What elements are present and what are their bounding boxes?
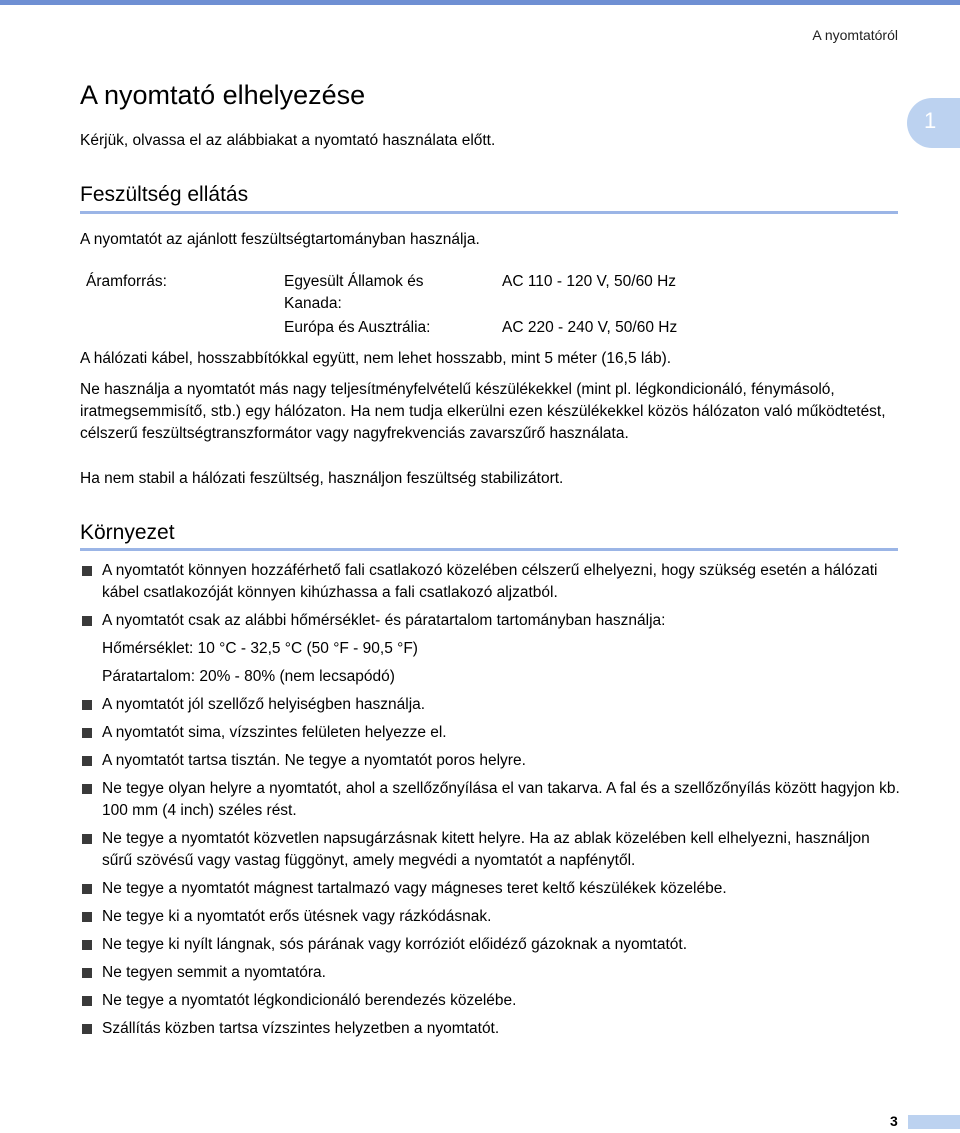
bullet-square-icon bbox=[82, 834, 92, 844]
bullet-square-icon bbox=[82, 996, 92, 1006]
intro-text: Kérjük, olvassa el az alábbiakat a nyomtató használata előtt. bbox=[80, 132, 496, 149]
bullet-square-icon bbox=[82, 1024, 92, 1034]
power-value-eu: AC 220 - 240 V, 50/60 Hz bbox=[502, 319, 678, 336]
list-item: A nyomtatót csak az alábbi hőmérséklet- és páratartalom tartományban használja: bbox=[80, 610, 900, 632]
list-item: A nyomtatót könnyen hozzáférhető fali csatlakozó közelében célszerű elhelyezni, hogy szükség esetén a hálózati kábel csatlakozóját könnyen kihúzhassa a fali csatlakozó aljzatból. bbox=[80, 560, 900, 604]
power-region-us-2: Kanada: bbox=[284, 295, 342, 312]
running-header: A nyomtatóról bbox=[812, 27, 898, 43]
bullet-square-icon bbox=[82, 728, 92, 738]
list-item: Ne tegye olyan helyre a nyomtatót, ahol a szellőzőnyílása el van takarva. A fal és a szellőzőnyílás között hagyjon kb. 100 mm (4 inch) széles rést. bbox=[80, 778, 900, 822]
cable-note: A hálózati kábel, hosszabbítókkal együtt, nem lehet hosszabb, mint 5 méter (16,5 láb). bbox=[80, 350, 672, 367]
humidity-range: Páratartalom: 20% - 80% (nem lecsapódó) bbox=[102, 668, 395, 685]
chapter-number: 1 bbox=[924, 108, 937, 133]
temperature-range: Hőmérséklet: 10 °C - 32,5 °C (50 °F - 90,5 °F) bbox=[102, 640, 418, 657]
stabilizer-note: Ha nem stabil a hálózati feszültség, használjon feszültség stabilizátort. bbox=[80, 470, 564, 487]
power-heading-rule bbox=[80, 211, 898, 214]
top-rule bbox=[0, 0, 960, 5]
page-number: 3 bbox=[890, 1113, 898, 1129]
list-item: Ne tegye a nyomtatót légkondicionáló berendezés közelébe. bbox=[80, 990, 900, 1012]
power-region-eu: Európa és Ausztrália: bbox=[284, 319, 431, 336]
bullet-square-icon bbox=[82, 968, 92, 978]
power-value-us: AC 110 - 120 V, 50/60 Hz bbox=[502, 273, 677, 290]
list-item: A nyomtatót jól szellőző helyiségben használja. bbox=[80, 694, 900, 716]
bullet-square-icon bbox=[82, 700, 92, 710]
list-item: Ne tegye a nyomtatót közvetlen napsugárzásnak kitett helyre. Ha az ablak közelében kell elhelyezni, használjon sűrű szövésű vagy vastag függönyt, amely megvédi a nyomtatót a napfénytől. bbox=[80, 828, 900, 872]
page-title: A nyomtató elhelyezése bbox=[80, 80, 366, 110]
bullet-square-icon bbox=[82, 756, 92, 766]
list-item: Ne tegyen semmit a nyomtatóra. bbox=[80, 962, 900, 984]
bullet-square-icon bbox=[82, 566, 92, 576]
environment-heading: Környezet bbox=[80, 521, 175, 544]
list-item: Ne tegye ki nyílt lángnak, sós párának vagy korróziót előidéző gázoknak a nyomtatót. bbox=[80, 934, 900, 956]
list-item: A nyomtatót tartsa tisztán. Ne tegye a nyomtatót poros helyre. bbox=[80, 750, 900, 772]
power-intro: A nyomtatót az ajánlott feszültségtartományban használja. bbox=[80, 231, 480, 248]
bullet-square-icon bbox=[82, 616, 92, 626]
power-warning: Ne használja a nyomtatót más nagy teljesítményfelvételű készülékekkel (mint pl. légkondicionáló, fénymásoló, iratmegsemmisítő, stb.) egy hálózaton. Ha nem tudja elkerülni ezen készülékekkel közös hálózaton való működtetést, célszerű feszültségtranszformátor vagy nagyfrekvenciás zavarszűrő használata. bbox=[80, 381, 886, 442]
list-item: Ne tegye ki a nyomtatót erős ütésnek vagy rázkódásnak. bbox=[80, 906, 900, 928]
power-region-us: Egyesült Államok és bbox=[284, 273, 424, 290]
list-item: A nyomtatót sima, vízszintes felületen helyezze el. bbox=[80, 722, 900, 744]
environment-list bbox=[80, 560, 900, 1040]
list-item: Szállítás közben tartsa vízszintes helyzetben a nyomtatót. bbox=[80, 1018, 900, 1040]
power-source-label: Áramforrás: bbox=[86, 273, 167, 290]
bullet-square-icon bbox=[82, 784, 92, 794]
bullet-square-icon bbox=[82, 912, 92, 922]
bullet-square-icon bbox=[82, 940, 92, 950]
environment-heading-rule bbox=[80, 548, 898, 551]
footer-bar bbox=[908, 1115, 960, 1129]
bullet-square-icon bbox=[82, 884, 92, 894]
list-item: Ne tegye a nyomtatót mágnest tartalmazó vagy mágneses teret keltő készülékek közelébe. bbox=[80, 878, 900, 900]
power-heading: Feszültség ellátás bbox=[80, 183, 249, 206]
